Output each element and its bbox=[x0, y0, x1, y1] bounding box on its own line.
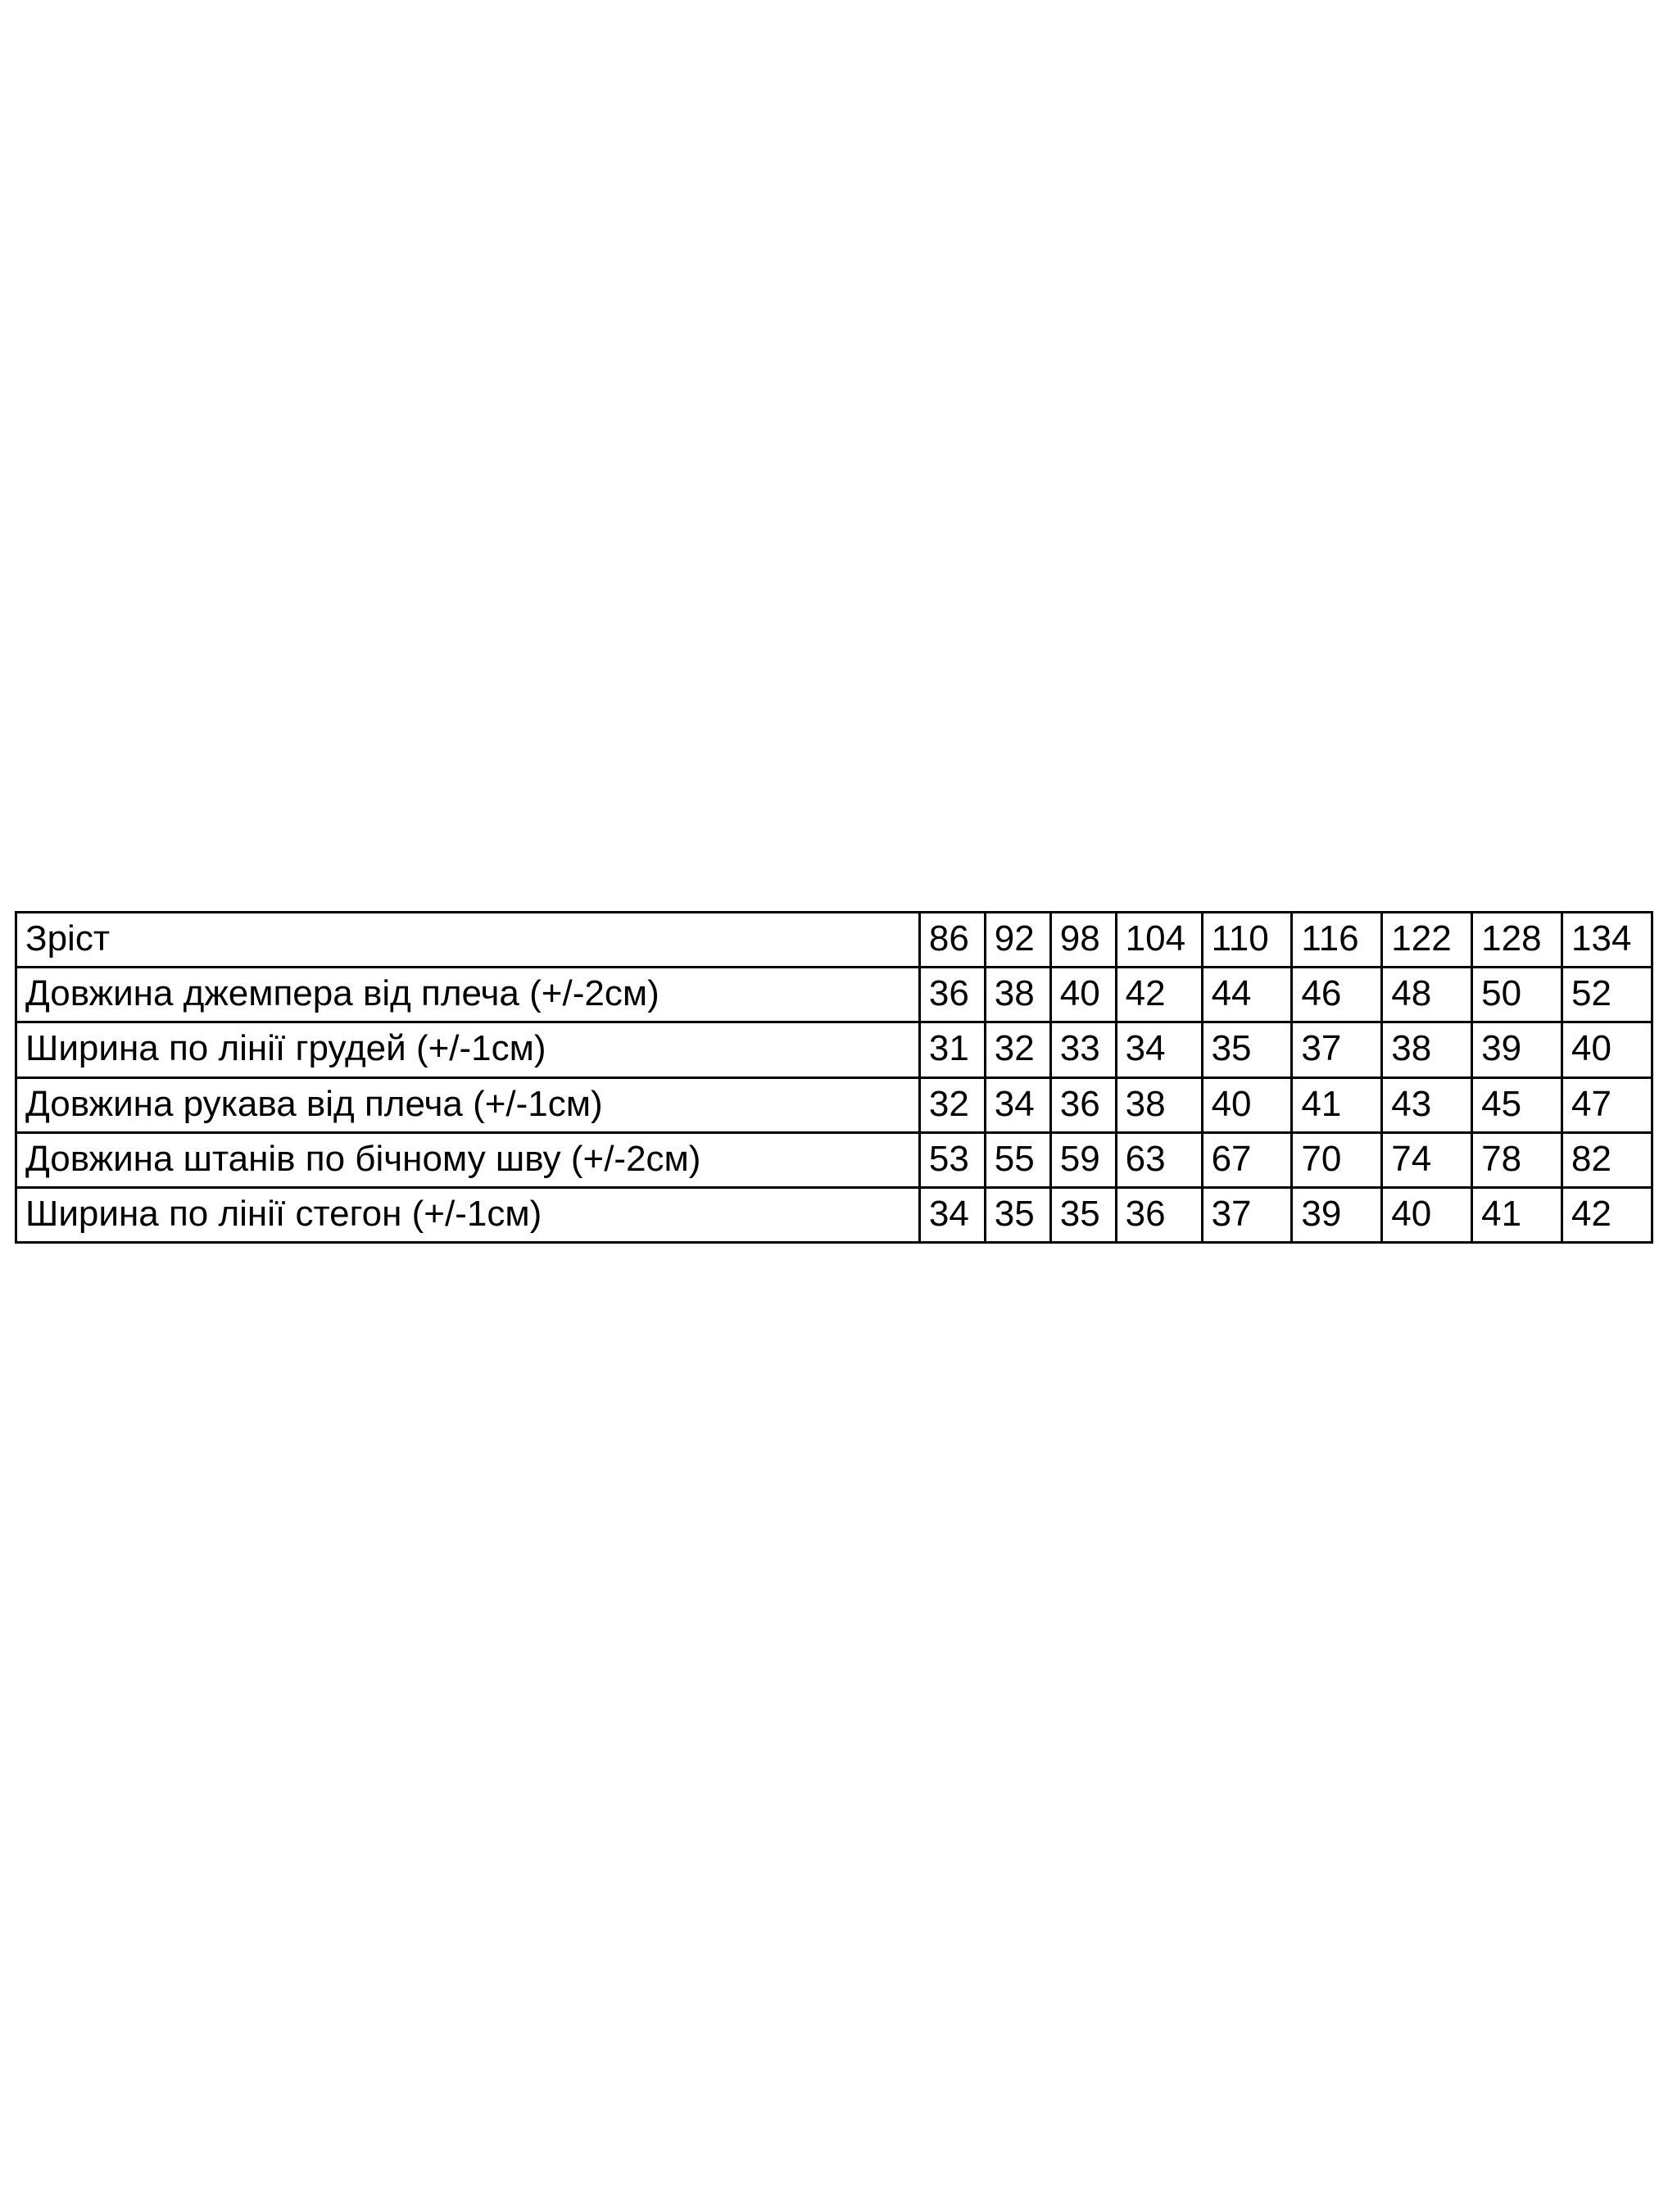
cell: 59 bbox=[1050, 1132, 1116, 1187]
cell: 55 bbox=[985, 1132, 1050, 1187]
cell: 35 bbox=[1050, 1187, 1116, 1242]
cell: 34 bbox=[1116, 1022, 1202, 1077]
cell: 34 bbox=[985, 1077, 1050, 1132]
row-label: Зріст bbox=[16, 913, 920, 968]
cell: 50 bbox=[1472, 968, 1562, 1022]
cell: 35 bbox=[985, 1187, 1050, 1242]
row-label: Довжина рукава від плеча (+/-1см) bbox=[16, 1077, 920, 1132]
cell: 78 bbox=[1472, 1132, 1562, 1187]
row-label: Довжина штанів по бічному шву (+/-2см) bbox=[16, 1132, 920, 1187]
cell: 86 bbox=[919, 913, 985, 968]
cell: 134 bbox=[1562, 913, 1652, 968]
cell: 39 bbox=[1472, 1022, 1562, 1077]
cell: 52 bbox=[1562, 968, 1652, 1022]
cell: 36 bbox=[1116, 1187, 1202, 1242]
cell: 67 bbox=[1202, 1132, 1292, 1187]
cell: 42 bbox=[1562, 1187, 1652, 1242]
cell: 31 bbox=[919, 1022, 985, 1077]
cell: 82 bbox=[1562, 1132, 1652, 1187]
cell: 74 bbox=[1382, 1132, 1472, 1187]
table-row bbox=[16, 1132, 1652, 1187]
cell: 40 bbox=[1202, 1077, 1292, 1132]
row-label: Довжина джемпера від плеча (+/-2см) bbox=[16, 968, 920, 1022]
cell: 40 bbox=[1050, 968, 1116, 1022]
cell: 47 bbox=[1562, 1077, 1652, 1132]
table-row bbox=[16, 913, 1652, 968]
cell: 44 bbox=[1202, 968, 1292, 1022]
table-row bbox=[16, 1187, 1652, 1242]
cell: 45 bbox=[1472, 1077, 1562, 1132]
cell: 36 bbox=[919, 968, 985, 1022]
cell: 39 bbox=[1292, 1187, 1382, 1242]
cell: 40 bbox=[1562, 1022, 1652, 1077]
cell: 38 bbox=[1116, 1077, 1202, 1132]
cell: 42 bbox=[1116, 968, 1202, 1022]
cell: 110 bbox=[1202, 913, 1292, 968]
cell: 53 bbox=[919, 1132, 985, 1187]
cell: 37 bbox=[1202, 1187, 1292, 1242]
cell: 46 bbox=[1292, 968, 1382, 1022]
cell: 35 bbox=[1202, 1022, 1292, 1077]
row-label: Ширина по лінії грудей (+/-1см) bbox=[16, 1022, 920, 1077]
cell: 43 bbox=[1382, 1077, 1472, 1132]
cell: 98 bbox=[1050, 913, 1116, 968]
cell: 128 bbox=[1472, 913, 1562, 968]
cell: 104 bbox=[1116, 913, 1202, 968]
cell: 122 bbox=[1382, 913, 1472, 968]
cell: 41 bbox=[1472, 1187, 1562, 1242]
table-row bbox=[16, 1077, 1652, 1132]
cell: 32 bbox=[919, 1077, 985, 1132]
cell: 34 bbox=[919, 1187, 985, 1242]
cell: 36 bbox=[1050, 1077, 1116, 1132]
cell: 48 bbox=[1382, 968, 1472, 1022]
row-label: Ширина по лінії стегон (+/-1см) bbox=[16, 1187, 920, 1242]
table-row bbox=[16, 1022, 1652, 1077]
cell: 70 bbox=[1292, 1132, 1382, 1187]
cell: 38 bbox=[1382, 1022, 1472, 1077]
cell: 63 bbox=[1116, 1132, 1202, 1187]
cell: 92 bbox=[985, 913, 1050, 968]
cell: 32 bbox=[985, 1022, 1050, 1077]
cell: 33 bbox=[1050, 1022, 1116, 1077]
cell: 40 bbox=[1382, 1187, 1472, 1242]
cell: 41 bbox=[1292, 1077, 1382, 1132]
cell: 37 bbox=[1292, 1022, 1382, 1077]
cell: 116 bbox=[1292, 913, 1382, 968]
cell: 38 bbox=[985, 968, 1050, 1022]
size-chart-container bbox=[15, 911, 1653, 1244]
table-row bbox=[16, 968, 1652, 1022]
size-chart-table bbox=[15, 911, 1653, 1244]
